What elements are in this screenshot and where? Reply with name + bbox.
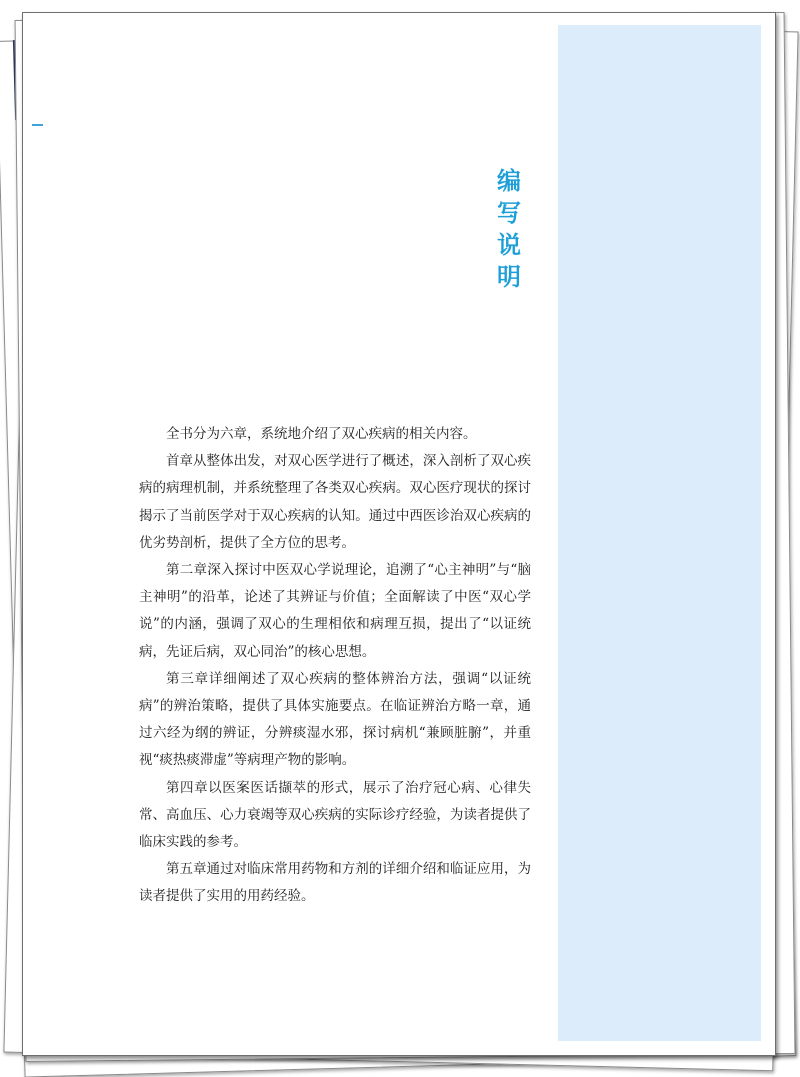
- paragraph: 首章从整体出发，对双心医学进行了概述，深入剖析了双心疾病的病理机制，并系统整理了各类双心疾病。双心医疗现状的探讨揭示了当前医学对于双心疾病的认知。通过中西医诊治双心疾病的优劣势剖析，提供了全方位的思考。: [139, 453, 531, 551]
- page-title: [489, 165, 529, 293]
- paragraph: 第四章以医案医话撷萃的形式，展示了治疗冠心病、心律失常、高血压、心力衰竭等双心疾病的实际诊疗经验，为读者提供了临床实践的参考。: [139, 779, 531, 851]
- paragraph: 第二章深入探讨中医双心学说理论，追溯了“心主神明”与“脑主神明”的沿革，论述了其辨证与价值；全面解读了中医“双心学说”的内涵，强调了双心的生理相依和病理互损，提出了“以证统病，先证后病，双心同治”的核心思想。: [139, 562, 531, 660]
- document-page: [22, 12, 776, 1056]
- paragraph: 第五章通过对临床常用药物和方剂的详细介绍和临证应用，为读者提供了实用的用药经验。: [139, 861, 531, 905]
- title-char: 明: [497, 263, 521, 291]
- margin-mark: [32, 124, 43, 126]
- paragraph: 全书分为六章，系统地介绍了双心疾病的相关内容。: [166, 426, 477, 442]
- title-char: 编: [497, 167, 521, 195]
- body-text: [139, 421, 531, 911]
- side-panel: [558, 25, 761, 1041]
- title-char: 说: [497, 231, 521, 259]
- paragraph: 第三章详细阐述了双心疾病的整体辨治方法，强调“以证统病”的辨治策略，提供了具体实施要点。在临证辨治方略一章，通过六经为纲的辨证，分辨痰湿水邪，探讨病机“兼顾脏腑”，并重视“痰热痰滞虚”等病理产物的影响。: [139, 670, 531, 769]
- title-char: 写: [497, 199, 521, 227]
